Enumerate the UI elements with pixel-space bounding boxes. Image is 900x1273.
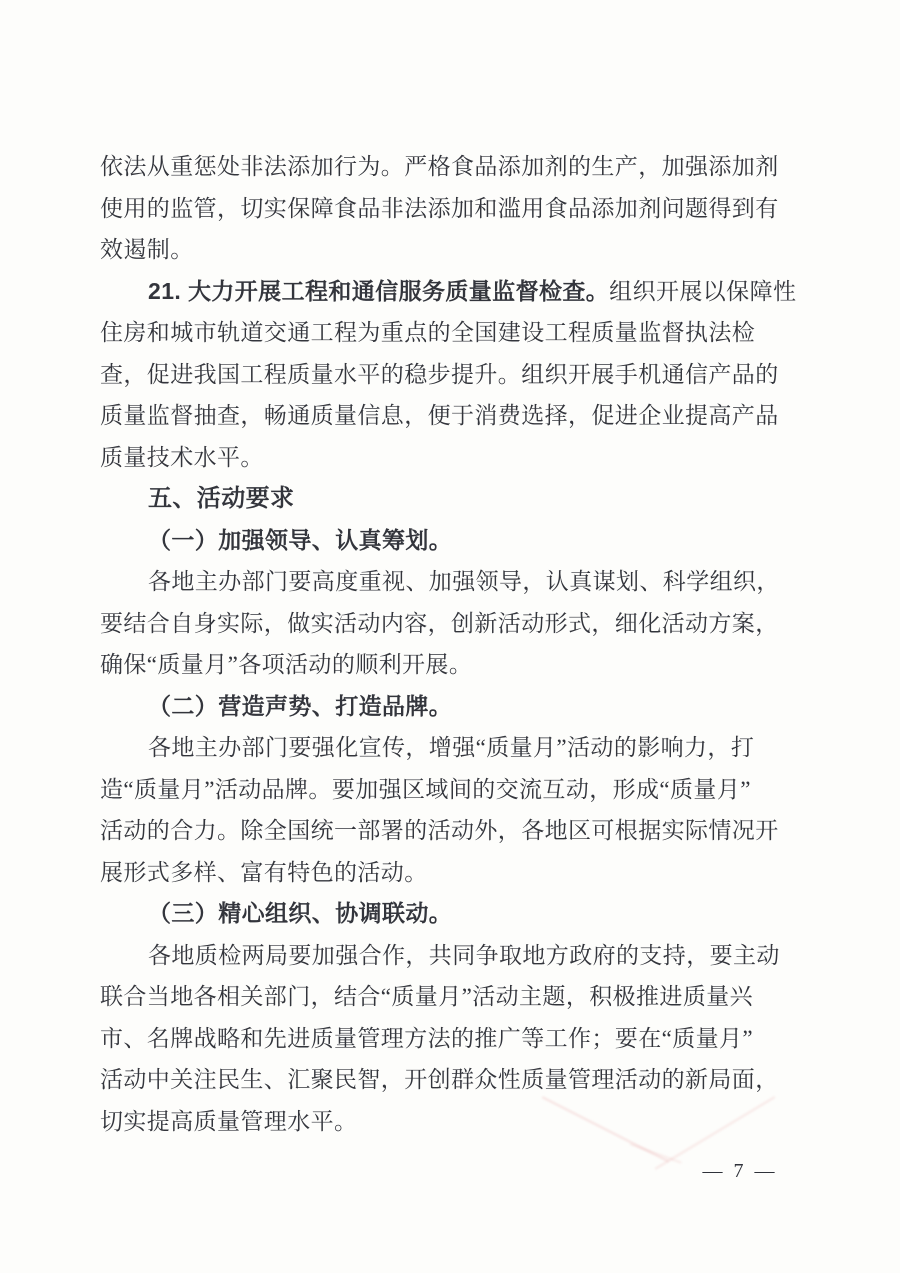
text-segment: 组织开展以保障性 [609,278,797,304]
text-segment: 大力开展工程和通信服务质量监督检查。 [187,277,610,304]
text-segment: 各地主办部门要强化宣传，增强“质量月”活动的影响力，打 [148,735,755,760]
text-segment: 各地质检两局要加强合作，共同争取地方政府的支持，要主动 [148,942,780,968]
text-segment: 五、活动要求 [148,485,295,512]
text-segment: 活动的合力。除全国统一部署的活动外，各地区可根据实际情况开 [100,818,779,843]
text-segment: 各地主办部门要高度重视、加强领导，认真谋划、科学组织， [148,569,780,594]
text-segment: 切实提高质量管理水平。 [100,1108,358,1134]
text-line [100,354,790,396]
text-line [100,437,790,479]
text-line [100,935,790,977]
sub-heading [100,686,790,728]
text-segment: 市、名牌战略和先进质量管理方法的推广等工作；要在“质量月” [100,1025,754,1051]
text-line [100,976,790,1018]
text-line [100,312,790,354]
text-segment: 住房和城市轨道交通工程为重点的全国建设工程质量监督执法检 [100,320,756,345]
page-number: — 7 — [702,1160,778,1182]
text-line [100,395,790,437]
section-heading [100,478,790,520]
text-segment: 使用的监管，切实保障食品非法添加和滥用食品添加剂问题得到有 [100,195,779,221]
text-line [100,1101,790,1143]
text-line [100,1018,790,1060]
text-line [100,810,790,852]
text-segment: 质量监督抽查，畅通质量信息，便于消费选择，促进企业提高产品 [100,403,779,428]
text-segment: （三）精心组织、协调联动。 [148,901,453,926]
text-segment: 活动中关注民生、汇聚民智，开创群众性质量管理活动的新局面， [100,1067,779,1092]
text-segment: 效遏制。 [100,237,194,262]
text-segment: 展形式多样、富有特色的活动。 [100,859,428,885]
text-line [100,188,790,230]
text-line [100,603,790,645]
text-segment: 要结合自身实际，做实活动内容，创新活动形式，细化活动方案， [100,610,779,636]
text-line [100,271,797,313]
sub-heading [100,520,790,562]
text-line [100,229,790,271]
text-line [100,1059,790,1101]
text-segment: 查，促进我国工程质量水平的稳步提升。组织开展手机通信产品的 [100,361,779,387]
text-line [100,561,790,603]
text-line [100,644,790,686]
text-line [100,769,790,811]
text-segment: 21. [148,277,188,304]
text-segment: 依法从重惩处非法添加行为。严格食品添加剂的生产，加强添加剂 [100,154,779,179]
text-line [100,727,790,769]
text-segment: （二）营造声势、打造品牌。 [148,693,453,719]
text-segment: 确保“质量月”各项活动的顺利开展。 [100,652,473,677]
text-segment: （一）加强领导、认真筹划。 [148,527,453,553]
text-line [100,852,790,894]
text-segment: 联合当地各相关部门，结合“质量月”活动主题，积极推进质量兴 [100,984,754,1009]
text-line [100,146,790,188]
text-segment: 质量技术水平。 [100,444,264,470]
document-body [100,146,797,1142]
sub-heading [100,893,790,935]
text-segment: 造“质量月”活动品牌。要加强区域间的交流互动，形成“质量月” [100,776,751,802]
